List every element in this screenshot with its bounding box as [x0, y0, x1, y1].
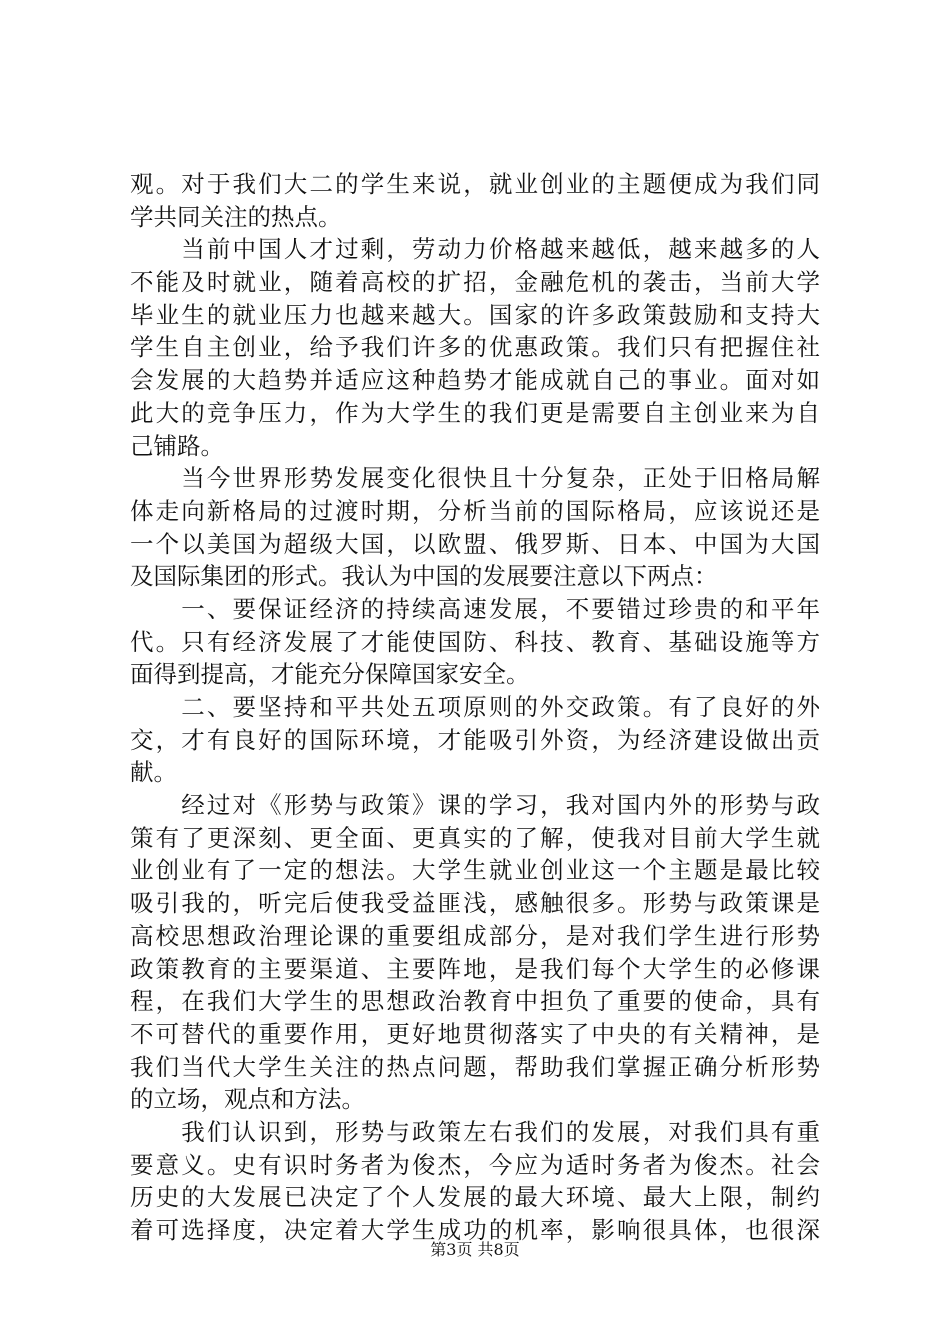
text-line: 不能及时就业，随着高校的扩招，金融危机的袭击，当前大学 [130, 268, 820, 297]
text-line: 不可替代的重要作用，更好地贯彻落实了中央的有关精神，是 [130, 1019, 820, 1048]
text-line: 己铺路。 [130, 431, 224, 460]
text-line: 经过对《形势与政策》课的学习，我对国内外的形势与政 [130, 791, 820, 820]
text-line: 我们当代大学生关注的热点问题，帮助我们掌握正确分析形势 [130, 1052, 820, 1081]
text-line: 学共同关注的热点。 [130, 202, 342, 231]
text-line: 交，才有良好的国际环境，才能吸引外资，为经济建设做出贡 [130, 725, 820, 754]
text-line: 会发展的大趋势并适应这种趋势才能成就自己的事业。面对如 [130, 366, 820, 395]
text-line: 代。只有经济发展了才能使国防、科技、教育、基础设施等方 [130, 627, 820, 656]
text-line: 体走向新格局的过渡时期，分析当前的国际格局，应该说还是 [130, 496, 820, 525]
page-number-footer: 第3页 共8页 [430, 1240, 520, 1259]
text-line: 一个以美国为超级大国，以欧盟、俄罗斯、日本、中国为大国 [130, 529, 820, 558]
document-body [130, 168, 820, 1247]
text-line: 学生自主创业，给予我们许多的优惠政策。我们只有把握住社 [130, 333, 820, 362]
text-line: 面得到提高，才能充分保障国家安全。 [130, 660, 530, 689]
text-line: 的立场，观点和方法。 [130, 1085, 365, 1114]
text-line: 着可选择度，决定着大学生成功的机率，影响很具体，也很深 [130, 1216, 820, 1244]
text-line: 当今世界形势发展变化很快且十分复杂，正处于旧格局解 [130, 464, 820, 493]
text-line: 策有了更深刻、更全面、更真实的了解，使我对目前大学生就 [130, 823, 820, 852]
text-line: 政策教育的主要渠道、主要阵地，是我们每个大学生的必修课 [130, 954, 820, 983]
text-line: 我们认识到，形势与政策左右我们的发展，对我们具有重 [130, 1117, 820, 1146]
text-line: 历史的大发展已决定了个人发展的最大环境、最大上限，制约 [130, 1183, 820, 1212]
text-line: 献。 [130, 758, 177, 787]
text-line: 要意义。史有识时务者为俊杰，今应为适时务者为俊杰。社会 [130, 1150, 820, 1179]
text-line: 吸引我的，听完后使我受益匪浅，感触很多。形势与政策课是 [130, 889, 820, 918]
text-line: 二、要坚持和平共处五项原则的外交政策。有了良好的外 [130, 693, 820, 721]
text-line: 一、要保证经济的持续高速发展，不要错过珍贵的和平年 [130, 594, 820, 623]
text-line: 高校思想政治理论课的重要组成部分，是对我们学生进行形势 [130, 921, 820, 950]
text-line: 观。对于我们大二的学生来说，就业创业的主题便成为我们同 [130, 170, 820, 198]
text-line: 及国际集团的形式。我认为中国的发展要注意以下两点： [130, 562, 718, 591]
text-line: 程，在我们大学生的思想政治教育中担负了重要的使命，具有 [130, 987, 820, 1016]
text-line: 此大的竞争压力，作为大学生的我们更是需要自主创业来为自 [130, 398, 820, 427]
text-line: 毕业生的就业压力也越来越大。国家的许多政策鼓励和支持大 [130, 300, 820, 329]
text-line: 业创业有了一定的想法。大学生就业创业这一个主题是最比较 [130, 856, 820, 885]
text-line: 当前中国人才过剩，劳动力价格越来越低，越来越多的人 [130, 235, 820, 264]
